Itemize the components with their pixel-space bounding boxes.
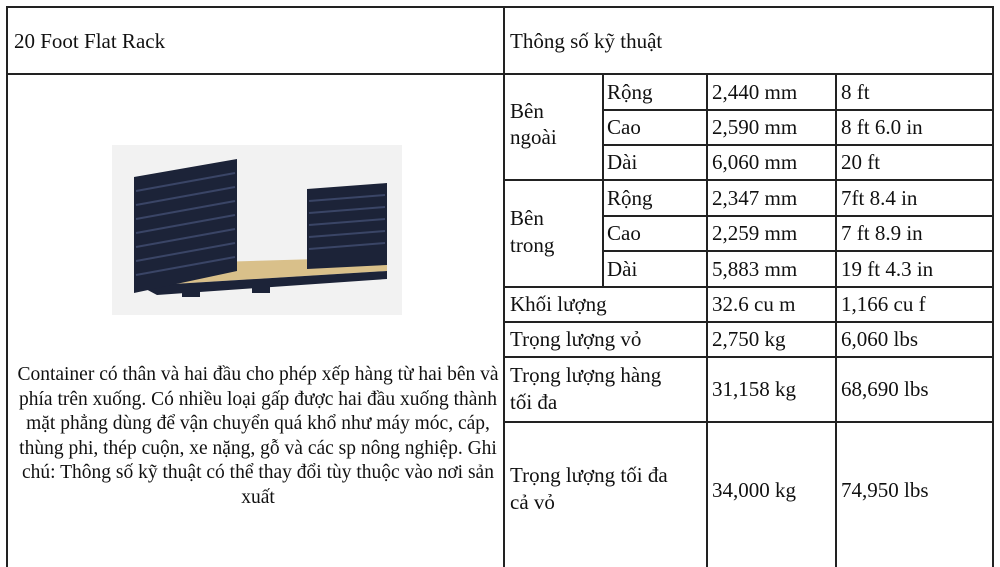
- max-gross-label-line2: cả vỏ: [510, 490, 555, 514]
- left-border: [6, 6, 8, 567]
- max-payload-label-line2: tối đa: [510, 390, 558, 414]
- volume-label: Khối lượng: [510, 292, 607, 316]
- header-divider: [6, 73, 994, 75]
- row-line: [603, 215, 993, 217]
- product-title: 20 Foot Flat Rack: [14, 29, 166, 53]
- outer-width-metric: 2,440 mm: [712, 80, 798, 104]
- inner-length-label: Dài: [607, 257, 638, 281]
- row-line: [603, 109, 993, 111]
- inner-group-label-line2: trong: [510, 233, 555, 257]
- outer-height-imperial: 8 ft 6.0 in: [841, 115, 923, 139]
- outer-height-label: Cao: [607, 115, 641, 139]
- row-line: [603, 250, 993, 252]
- max-payload-metric: 31,158 kg: [712, 377, 796, 401]
- outer-group-label-line1: Bên: [510, 99, 544, 123]
- inner-height-metric: 2,259 mm: [712, 221, 798, 245]
- outer-length-label: Dài: [607, 150, 638, 174]
- inner-height-imperial: 7 ft 8.9 in: [841, 221, 923, 245]
- outer-group-label-line2: ngoài: [510, 125, 557, 149]
- row-line: [504, 321, 993, 323]
- max-gross-imperial: 74,950 lbs: [841, 478, 929, 502]
- row-line: [603, 144, 993, 146]
- max-payload-imperial: 68,690 lbs: [841, 377, 929, 401]
- volume-imperial: 1,166 cu f: [841, 292, 926, 316]
- tare-weight-imperial: 6,060 lbs: [841, 327, 919, 351]
- tare-weight-label: Trọng lượng vỏ: [510, 327, 642, 351]
- max-payload-label-line1: Trọng lượng hàng: [510, 363, 662, 387]
- row-line: [504, 421, 993, 423]
- specs-title: Thông số kỹ thuật: [510, 29, 663, 53]
- group-line: [504, 179, 993, 181]
- inner-width-label: Rộng: [607, 186, 653, 210]
- container-description: Container có thân và hai đầu cho phép xếp hàng từ hai bên và phía trên xuống. Có nhiều loại gấp được hai đầu xuống thành mặt phẳng dùng để vận chuyển quá khổ như máy móc, cáp, thùng phi, thép cuộn, xe nặng, gỗ và các sp nông nghiệp. Ghi chú: Thông số kỹ thuật có thể thay đổi tùy thuộc vào nơi sản xuất: [17, 364, 499, 508]
- flat-rack-container-icon: [112, 145, 402, 315]
- outer-width-label: Rộng: [607, 80, 653, 104]
- inner-height-label: Cao: [607, 221, 641, 245]
- inner-width-metric: 2,347 mm: [712, 186, 798, 210]
- max-gross-metric: 34,000 kg: [712, 478, 796, 502]
- outer-length-metric: 6,060 mm: [712, 150, 798, 174]
- outer-length-imperial: 20 ft: [841, 150, 881, 174]
- volume-metric: 32.6 cu m: [712, 292, 796, 316]
- top-border: [6, 6, 994, 8]
- outer-height-metric: 2,590 mm: [712, 115, 798, 139]
- row-line: [504, 356, 993, 358]
- max-gross-label-line1: Trọng lượng tối đa: [510, 463, 668, 487]
- inner-group-label-line1: Bên: [510, 206, 544, 230]
- inner-length-imperial: 19 ft 4.3 in: [841, 257, 934, 281]
- tare-weight-metric: 2,750 kg: [712, 327, 786, 351]
- inner-width-imperial: 7ft 8.4 in: [841, 186, 918, 210]
- outer-width-imperial: 8 ft: [841, 80, 870, 104]
- group-line: [504, 286, 993, 288]
- inner-length-metric: 5,883 mm: [712, 257, 798, 281]
